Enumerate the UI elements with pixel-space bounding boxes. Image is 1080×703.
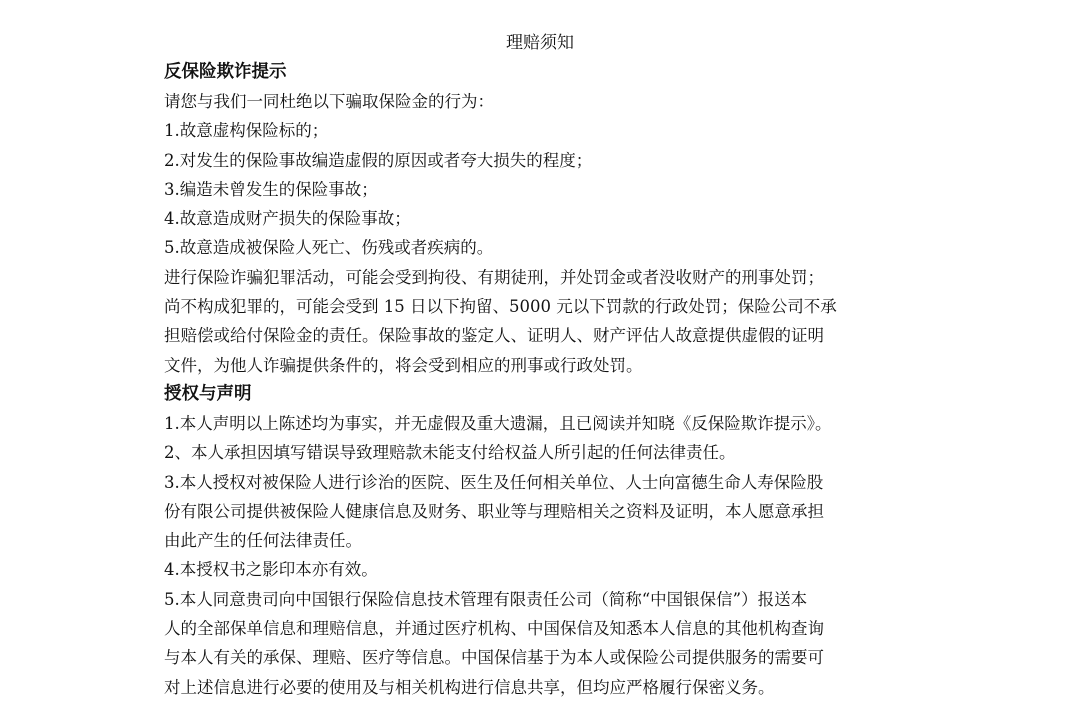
authorization-item-5-line-3: 与本人有关的承保、理赔、医疗等信息。中国保信基于为本人或保险公司提供服务的需要可 xyxy=(164,648,824,668)
anti-fraud-list xyxy=(164,116,920,262)
consequence-line-4: 文件，为他人诈骗提供条件的，将会受到相应的刑事或行政处罚。 xyxy=(164,355,643,375)
authorization-item-3-line-1: 3.本人授权对被保险人进行诊治的医院、医生及任何相关单位、人士向富德生命人寿保险股 xyxy=(164,472,824,492)
document-body xyxy=(164,58,920,702)
anti-fraud-item-3: 3.编造未曾发生的保险事故； xyxy=(164,179,378,199)
authorization-item-4 xyxy=(164,555,920,584)
authorization-item-5-line-2: 人的全部保单信息和理赔信息，并通过医疗机构、中国保信及知悉本人信息的其他机构查询 xyxy=(164,619,824,639)
anti-fraud-item-1: 1.故意虚构保险标的； xyxy=(164,121,329,141)
authorization-item-3-line-2: 份有限公司提供被保险人健康信息及财务、职业等与理赔相关之资料及证明，本人愿意承担 xyxy=(164,501,824,521)
authorization-item-4-line: 4.本授权书之影印本亦有效。 xyxy=(164,560,378,580)
authorization-heading: 授权与声明 xyxy=(164,383,252,404)
authorization-item-5-line-4: 对上述信息进行必要的使用及与相关机构进行信息共享，但均应严格履行保密义务。 xyxy=(164,677,775,697)
anti-fraud-heading: 反保险欺诈提示 xyxy=(164,62,287,82)
authorization-item-1-line: 1.本人声明以上陈述均为事实，并无虚假及重大遗漏，且已阅读并知晓《反保险欺诈提示》。 xyxy=(164,413,832,433)
consequence-line-1: 进行保险诈骗犯罪活动，可能会受到拘役、有期徒刑，并处罚金或者没收财产的刑事处罚； xyxy=(164,267,824,287)
authorization-item-3 xyxy=(164,468,920,556)
authorization-item-2 xyxy=(164,438,920,467)
anti-fraud-item-5: 5.故意造成被保险人死亡、伤残或者疾病的。 xyxy=(164,238,494,258)
document-title: 理赔须知 xyxy=(506,33,574,53)
authorization-item-5-line-1: 5.本人同意贵司向中国银行保险信息技术管理有限责任公司（简称“中国银保信”）报送本 xyxy=(164,589,808,609)
consequence-line-2: 尚不构成犯罪的，可能会受到 15 日以下拘留、5000 元以下罚款的行政处罚；保险公司不承 xyxy=(164,297,837,317)
anti-fraud-item-2: 2.对发生的保险事故编造虚假的原因或者夸大损失的程度； xyxy=(164,150,593,170)
anti-fraud-intro-line: 请您与我们一同杜绝以下骗取保险金的行为： xyxy=(164,92,494,111)
authorization-item-3-line-3: 由此产生的任何法律责任。 xyxy=(164,531,362,551)
authorization-item-2-line: 2、本人承担因填写错误导致理赔款未能支付给权益人所引起的任何法律责任。 xyxy=(164,443,736,463)
anti-fraud-consequence xyxy=(164,263,920,380)
authorization-item-1 xyxy=(164,409,920,438)
consequence-line-3: 担赔偿或给付保险金的责任。保险事故的鉴定人、证明人、财产评估人故意提供虚假的证明 xyxy=(164,326,824,346)
anti-fraud-intro xyxy=(164,87,920,116)
anti-fraud-item-4: 4.故意造成财产损失的保险事故； xyxy=(164,209,411,229)
authorization-item-5 xyxy=(164,585,920,702)
